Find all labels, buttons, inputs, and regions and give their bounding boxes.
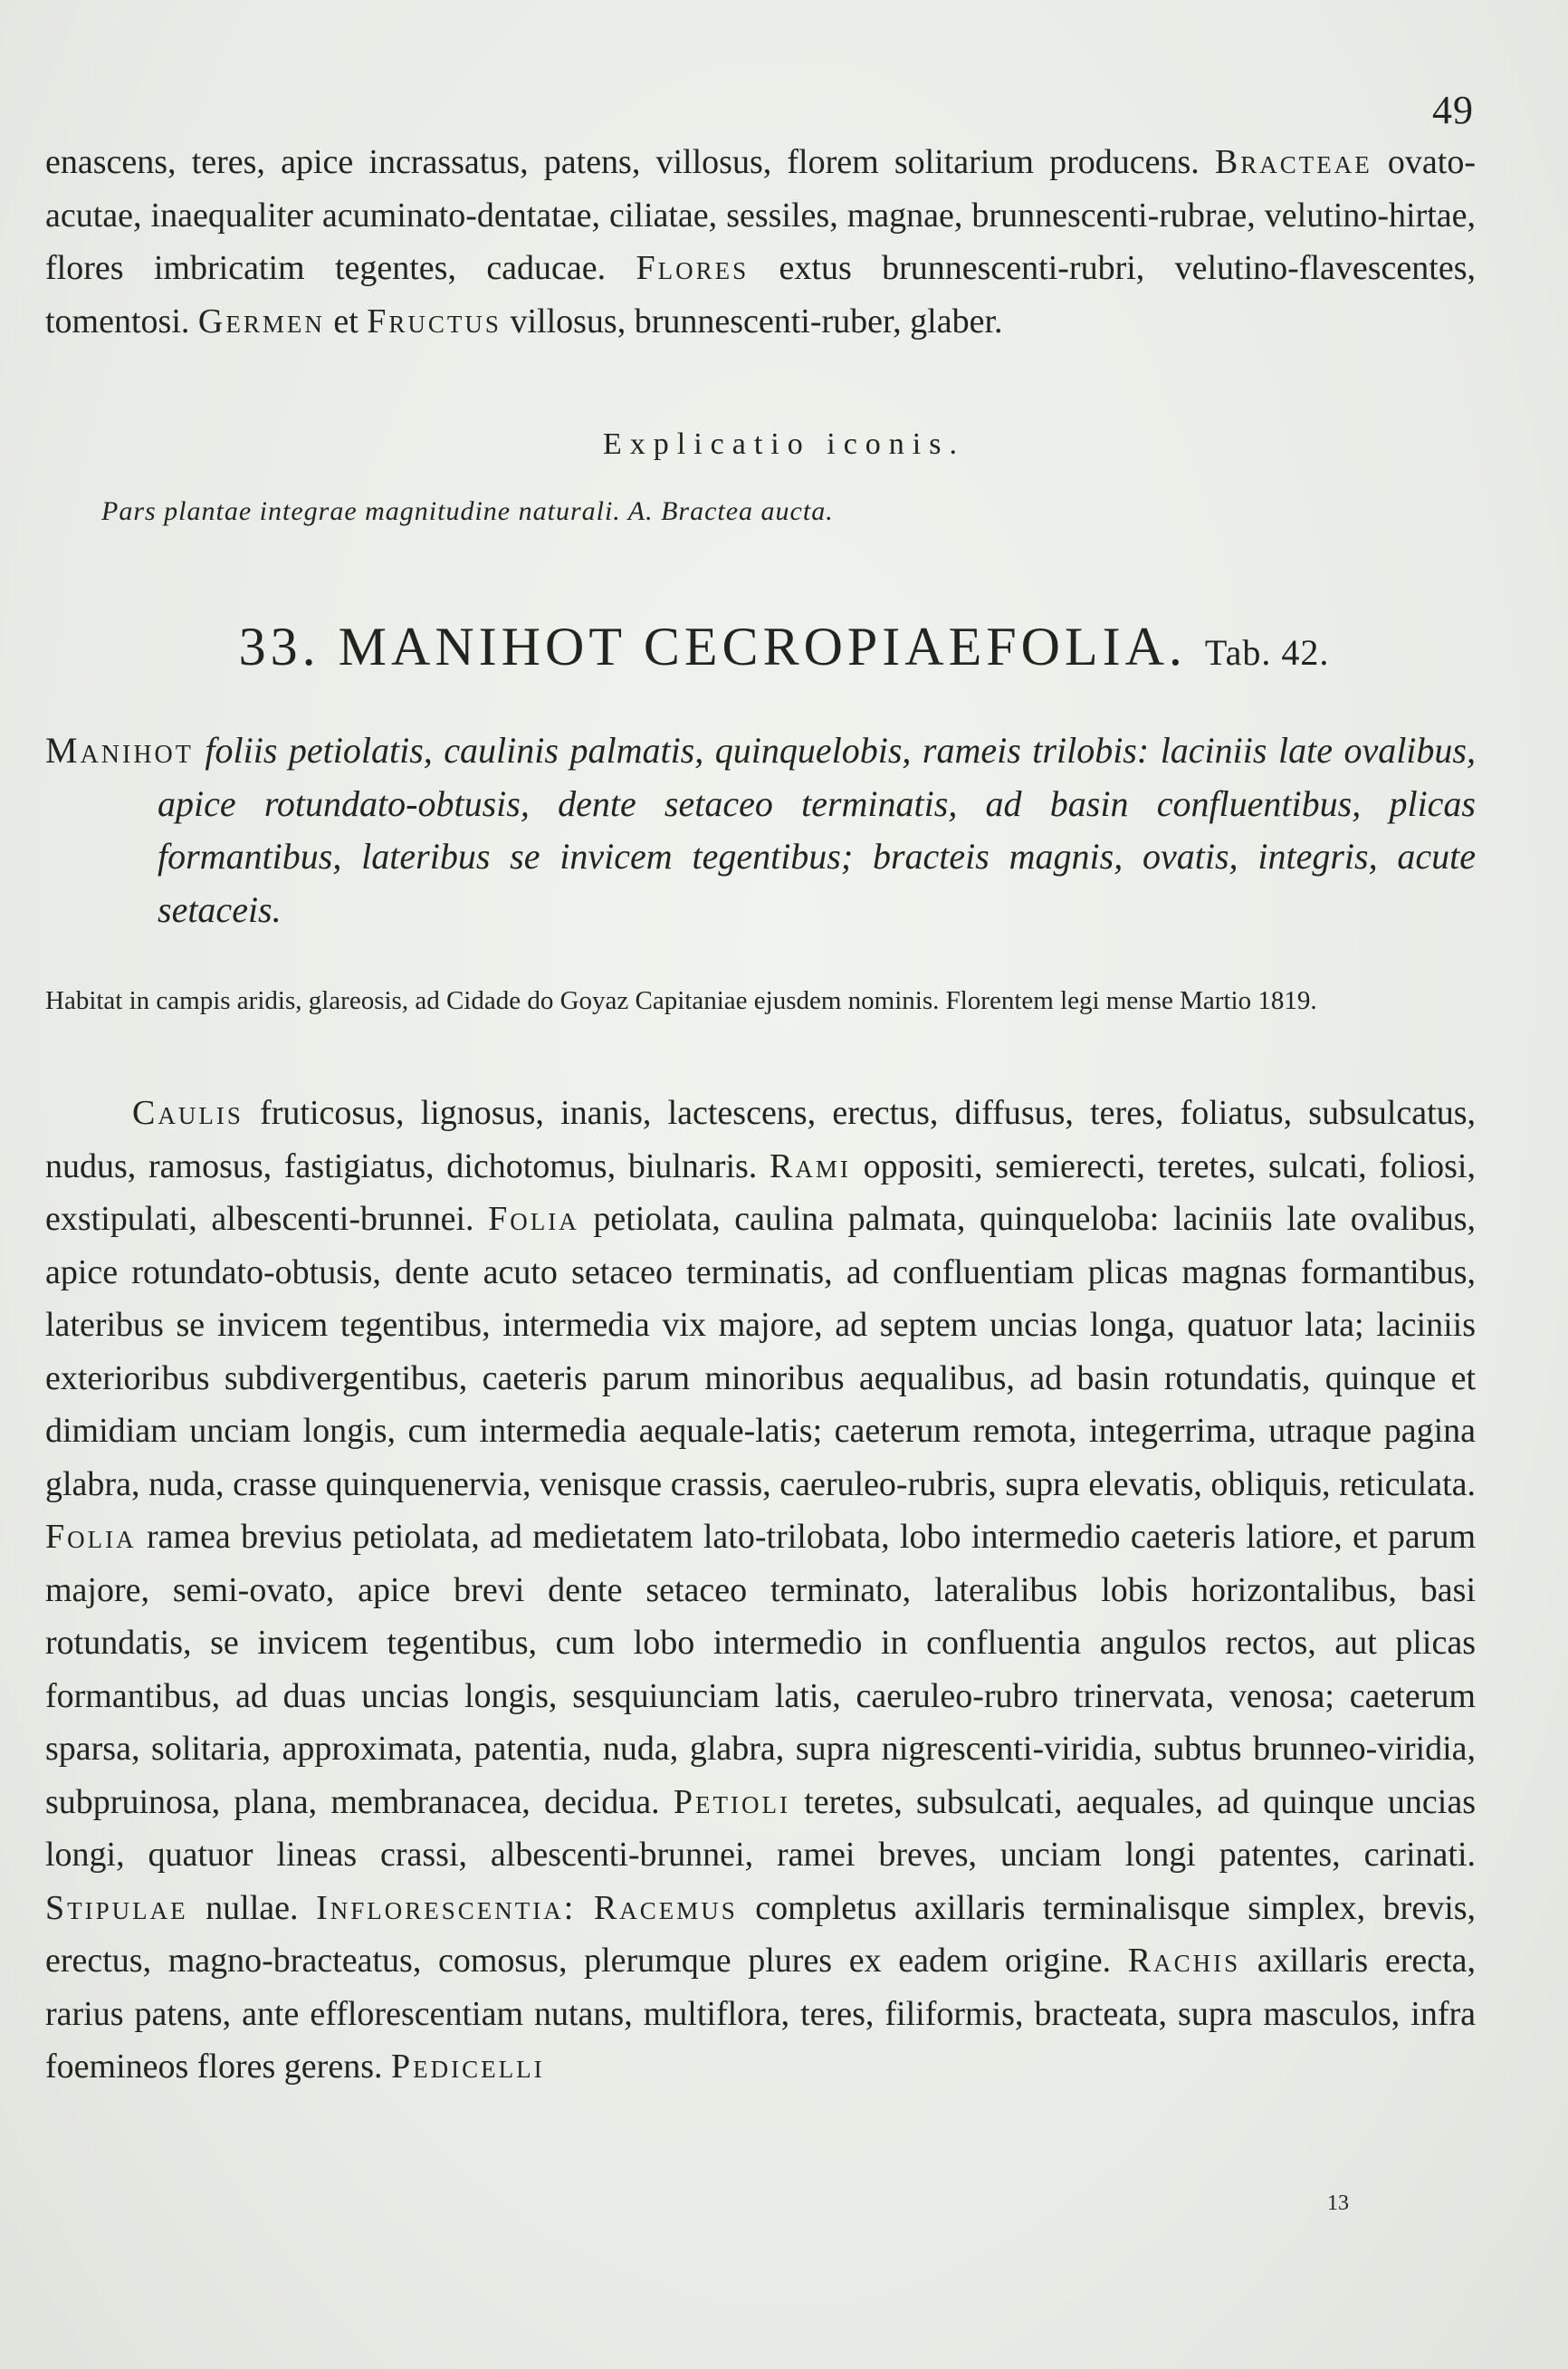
page-number: 49 [1432, 88, 1474, 132]
term-racemus: Racemus [593, 1888, 738, 1927]
term-germen: Germen [197, 302, 325, 340]
diagnosis-text: foliis petiolatis, caulinis palmatis, quinquelobis, rameis trilobis: laciniis late ovalibus, apice rotundato-obtusis, dente setaceo terminatis, ad basin confluentibus, plicas formantibus, lateribus se invicem tegentibus; bracteis magnis, ovatis, integris, acute setaceis. [158, 730, 1476, 930]
term-bracteae: Bracteae [1214, 143, 1372, 181]
text-segment: petiolata, caulina palmata, quinqueloba: laciniis late ovalibus, apice rotundato-obtusis, dente acuto setaceo terminatis, ad confluentiam plicas magnas formantibus, lateribus se invicem tegentibus, intermedia vix majore, ad septem uncias longa, quatuor lata; laciniis exterioribus subdivergentibus, caeteris parum minoribus aequalibus, ad basin rotundatis, quinque et dimidiam unciam longis, cum intermedia aequale-latis; caeterum remota, integerrima, utraque pagina glabra, nuda, crasse quinquenervia, venisque crassis, caeruleo-rubris, supra elevatis, obliquis, reticulata. [45, 1200, 1477, 1503]
term-stipulae: Stipulae [45, 1888, 188, 1927]
text-segment: teretes, subsulcati, aequales, ad quinque uncias longi, quatuor lineas crassi, albescenti-brunnei, ramei breves, unciam longi patentes, carinati. [45, 1782, 1476, 1874]
species-title: 33. MANIHOT CECROPIAEFOLIA. [238, 617, 1187, 676]
text-segment: villosus, brunnescenti-ruber, glaber. [510, 302, 1003, 340]
term-caulis: Caulis [132, 1094, 244, 1132]
term-folia: Folia [488, 1200, 579, 1238]
text-segment: completus axillaris terminalisque simplex, brevis, erectus, magno-bracteatus, comosus, plerumque plures ex eadem origine. [45, 1888, 1477, 1980]
term-petioli: Petioli [673, 1782, 790, 1821]
genus-name: Manihot [45, 730, 194, 771]
text-segment: et [333, 302, 359, 340]
text-segment: enascens, teres, apice incrassatus, patens, villosus, florem solitarium producens. [45, 143, 1200, 181]
text-segment: fruticosus, lignosus, inanis, lactescens, erectus, diffusus, teres, foliatus, subsulcatus, nudus, ramosus, fastigiatus, dichotomus, biulnaris. [45, 1094, 1476, 1185]
explicatio-text: Pars plantae integrae magnitudine naturali. A. Bractea aucta. [101, 496, 834, 526]
text-segment: nullae. [206, 1888, 299, 1927]
habitat-note: Habitat in campis aridis, glareosis, ad Cidade do Goyaz Capitaniae ejusdem nominis. Florentem legi mense Martio 1819. [45, 986, 1317, 1015]
term-flores: Flores [636, 249, 750, 287]
continued-paragraph [45, 136, 1476, 348]
species-heading [0, 616, 1568, 678]
explicatio-title: Explicatio iconis. [603, 427, 965, 461]
text-segment: ovato-acutae, inaequaliter acuminato-dentatae, ciliatae, sessiles, magnae, brunnescenti-rubrae, velutino-hirtae, flores imbricatim tegentes, caducae. [45, 143, 1476, 287]
text-segment: oppositi, semierecti, teretes, sulcati, foliosi, exstipulati, albescenti-brunnei. [45, 1146, 1476, 1238]
term-folia-ramea: Folia [45, 1518, 137, 1556]
signature-mark: 13 [1327, 2192, 1349, 2215]
species-diagnosis [45, 724, 1476, 936]
term-rami: Rami [770, 1146, 851, 1185]
description-paragraph [45, 1087, 1476, 2094]
term-rachis: Rachis [1127, 1942, 1241, 1980]
term-pedicelli: Pedicelli [391, 2048, 545, 2086]
term-fructus: Fructus [367, 302, 502, 340]
text-segment: ramea brevius petiolata, ad medietatem lato-trilobata, lobo intermedio caeteris latiore, et parum majore, semi-ovato, apice brevi dente setaceo terminato, lateralibus lobis horizontalibus, basi rotundatis, se invicem tegentibus, cum lobo intermedio in confluentia angulos rectos, aut plicas formantibus, ad duas uncias longis, sesquiunciam latis, caeruleo-rubro trinervata, venosa; caeterum sparsa, solitaria, approximata, patentia, nuda, glabra, supra nigrescenti-viridia, subtus brunneo-viridia, subpruinosa, plana, membranacea, decidua. [45, 1518, 1477, 1821]
text-segment: extus brunnescenti-rubri, velutino-flavescentes, tomentosi. [45, 249, 1476, 340]
plate-reference: Tab. 42. [1204, 632, 1330, 673]
term-inflorescentia: Inflorescentia: [316, 1888, 577, 1927]
text-segment: axillaris erecta, rarius patens, ante efflorescentiam nutans, multiflora, teres, filiformis, bracteata, supra masculos, infra foemineos flores gerens. [45, 1942, 1477, 2086]
